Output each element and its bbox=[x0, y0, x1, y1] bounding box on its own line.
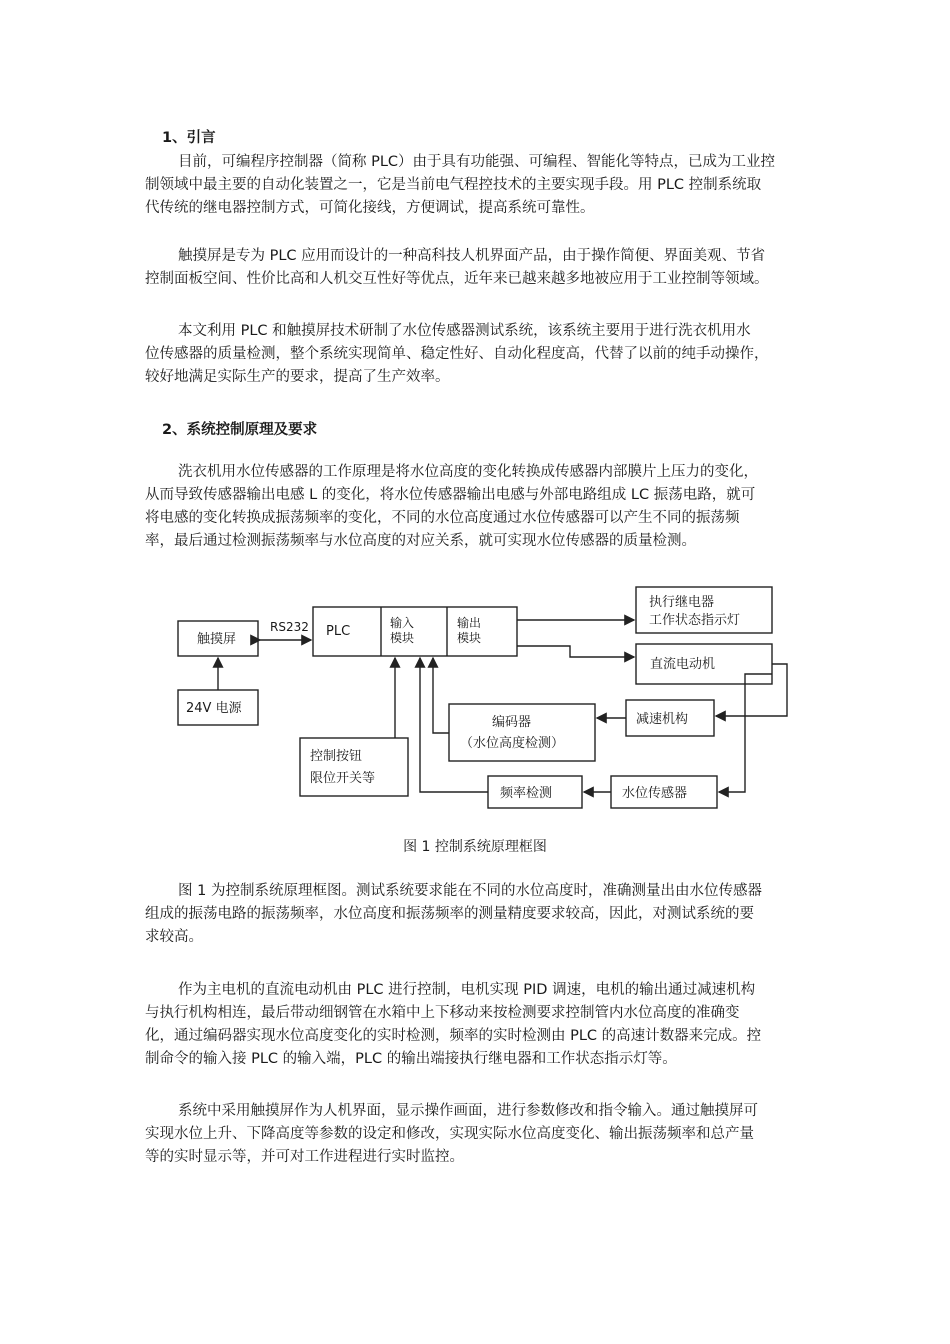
text-line: 触摸屏是专为 PLC 应用而设计的一种高科技人机界面产品，由于操作简便、界面美观、节省 bbox=[178, 248, 766, 264]
paragraph-1 bbox=[145, 151, 817, 220]
paragraph-6 bbox=[145, 979, 817, 1071]
output-module-label: 输出 bbox=[457, 616, 482, 630]
reducer-label: 减速机构 bbox=[636, 712, 689, 727]
paragraph-7 bbox=[145, 1100, 817, 1169]
sensor-label: 水位传感器 bbox=[622, 786, 688, 801]
rs232-label: RS232 bbox=[270, 620, 309, 634]
text-line: 本文利用 PLC 和触摸屏技术研制了水位传感器测试系统，该系统主要用于进行洗衣机用水 bbox=[178, 323, 751, 339]
text-line: 制领域中最主要的自动化装置之一，它是当前电气程控技术的主要实现手段。用 PLC 控制系统取 bbox=[145, 177, 762, 193]
section-heading-intro: 1、引言 bbox=[162, 130, 216, 146]
text-line: 与执行机构相连，最后带动细钢管在水箱中上下移动来按检测要求控制管内水位高度的准确变 bbox=[145, 1005, 740, 1021]
text-line: 实现水位上升、下降高度等参数的设定和修改，实现实际水位高度变化、输出振荡频率和总产量 bbox=[145, 1126, 754, 1142]
text-line: 较好地满足实际生产的要求，提高了生产效率。 bbox=[145, 369, 450, 385]
text-line: 系统中采用触摸屏作为人机界面，显示操作画面，进行参数修改和指令输入。通过触摸屏可 bbox=[178, 1103, 758, 1119]
text-line: 作为主电机的直流电动机由 PLC 进行控制，电机实现 PID 调速，电机的输出通过减速机构 bbox=[178, 982, 756, 998]
text-line: 等的实时显示等，并可对工作进程进行实时监控。 bbox=[145, 1149, 464, 1165]
encoder-label: （水位高度检测） bbox=[460, 736, 565, 751]
text-line: 图 1 为控制系统原理框图。测试系统要求能在不同的水位高度时，准确测量出由水位传感器 bbox=[178, 883, 762, 899]
text-line: 将电感的变化转换成振荡频率的变化，不同的水位高度通过水位传感器可以产生不同的振荡频 bbox=[145, 510, 740, 526]
text-line: 代传统的继电器控制方式，可简化接线，方便调试，提高系统可靠性。 bbox=[145, 200, 595, 216]
text-line: 制命令的输入接 PLC 的输入端，PLC 的输出端接执行继电器和工作状态指示灯等。 bbox=[145, 1051, 677, 1067]
relay-label: 执行继电器 bbox=[649, 595, 715, 610]
output-module-label: 模块 bbox=[457, 631, 482, 645]
text-line: 率，最后通过检测振荡频率与水位高度的对应关系，就可实现水位传感器的质量检测。 bbox=[145, 533, 696, 549]
freq-label: 频率检测 bbox=[500, 786, 553, 801]
touchscreen-label: 触摸屏 bbox=[197, 632, 237, 647]
text-line: 组成的振荡电路的振荡频率，水位高度和振荡频率的测量精度要求较高，因此，对测试系统的要 bbox=[145, 906, 754, 922]
text-line: 洗衣机用水位传感器的工作原理是将水位高度的变化转换成传感器内部膜片上压力的变化， bbox=[178, 464, 758, 480]
paragraph-4 bbox=[145, 461, 817, 553]
input-module-label: 模块 bbox=[390, 631, 415, 645]
text-line: 位传感器的质量检测，整个系统实现简单、稳定性好、自动化程度高，代替了以前的纯手动操作， bbox=[145, 346, 769, 362]
text-line: 目前，可编程序控制器（简称 PLC）由于具有功能强、可编程、智能化等特点，已成为工业控 bbox=[178, 154, 776, 170]
text-line: 求较高。 bbox=[145, 929, 203, 945]
text-line: 控制面板空间、性价比高和人机交互性好等优点，近年来已越来越多地被应用于工业控制等领域。 bbox=[145, 271, 769, 287]
buttons-label: 限位开关等 bbox=[310, 771, 376, 786]
paragraph-3 bbox=[145, 320, 817, 389]
encoder-label: 编码器 bbox=[492, 715, 532, 730]
buttons-label: 控制按钮 bbox=[310, 749, 363, 764]
motor-label: 直流电动机 bbox=[650, 657, 716, 672]
paragraph-5 bbox=[145, 880, 817, 949]
relay-label: 工作状态指示灯 bbox=[649, 613, 741, 628]
plc-label: PLC bbox=[326, 624, 351, 639]
input-module-label: 输入 bbox=[390, 616, 415, 630]
text-line: 从而导致传感器输出电感 L 的变化，将水位传感器输出电感与外部电路组成 LC 振荡电路，就可 bbox=[145, 487, 756, 503]
encoder-box bbox=[449, 704, 595, 761]
power-label: 24V 电源 bbox=[186, 701, 242, 716]
block-diagram bbox=[160, 578, 790, 826]
paragraph-2 bbox=[145, 245, 817, 291]
section-heading-principle: 2、系统控制原理及要求 bbox=[162, 422, 318, 438]
figure-caption: 图 1 控制系统原理框图 bbox=[403, 839, 547, 855]
text-line: 化，通过编码器实现水位高度变化的实时检测，频率的实时检测由 PLC 的高速计数器来完成。控 bbox=[145, 1028, 762, 1044]
buttons-box bbox=[300, 738, 408, 796]
